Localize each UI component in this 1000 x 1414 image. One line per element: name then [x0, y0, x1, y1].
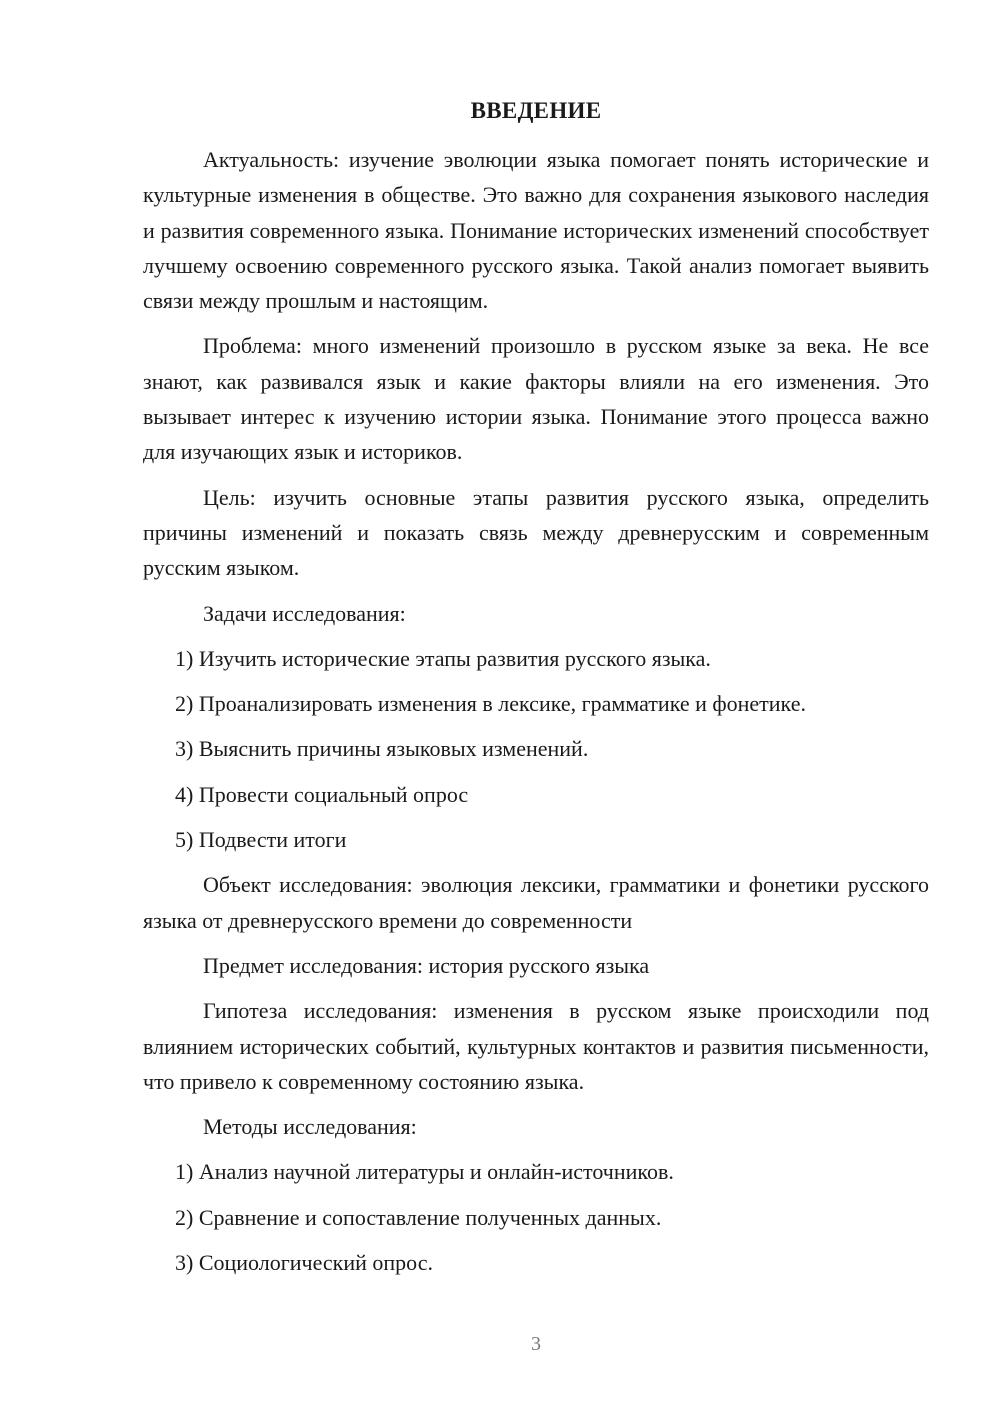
subject-paragraph: Предмет исследования: история русского языка [203, 952, 650, 978]
goal-paragraph: Цель: изучить основные этапы развития русского языка, определить причины изменений и показать связь между древнерусским и современным русским языком. [143, 484, 929, 581]
method-item: 1) Анализ научной литературы и онлайн-источников. [175, 1159, 674, 1185]
page-number: 3 [531, 1333, 541, 1355]
hypothesis-paragraph: Гипотеза исследования: изменения в русском языке происходили под влиянием исторических событий, культурных контактов и развития письменности, что привело к современному состоянию языка. [143, 998, 929, 1094]
task-item: 3) Выяснить причины языковых изменений. [175, 736, 589, 762]
document-page [143, 94, 929, 1290]
task-item: 5) Подвести итоги [175, 827, 347, 853]
task-item: 4) Провести социальный опрос [175, 781, 469, 807]
relevance-paragraph: Актуальность: изучение эволюции языка помогает понять исторические и культурные изменения в обществе. Это важно для сохранения языкового наследия и развития современного языка. Понимание исторических изменений способствует лучшему освоению современного русского языка. Такой анализ помогает выявить связи между прошлым и настоящим. [143, 147, 929, 314]
problem-paragraph: Проблема: много изменений произошло в русском языке за века. Не все знают, как развивался язык и какие факторы влияли на его изменения. Это вызывает интерес к изучению истории языка. Понимание этого процесса важно для изучающих язык и историков. [143, 333, 929, 465]
methods-heading: Методы исследования: [203, 1114, 417, 1140]
page-title: ВВЕДЕНИЕ [470, 98, 602, 123]
method-item: 2) Сравнение и сопоставление полученных данных. [175, 1204, 662, 1230]
object-paragraph: Объект исследования: эволюция лексики, грамматики и фонетики русского языка от древнерусского времени до современности [143, 872, 929, 933]
method-item: 3) Социологический опрос. [175, 1250, 433, 1276]
methods-list [143, 1154, 929, 1280]
tasks-list [143, 641, 929, 857]
tasks-heading: Задачи исследования: [203, 600, 406, 626]
task-item: 1) Изучить исторические этапы развития русского языка. [175, 645, 711, 671]
task-item: 2) Проанализировать изменения в лексике, грамматике и фонетике. [175, 691, 806, 717]
